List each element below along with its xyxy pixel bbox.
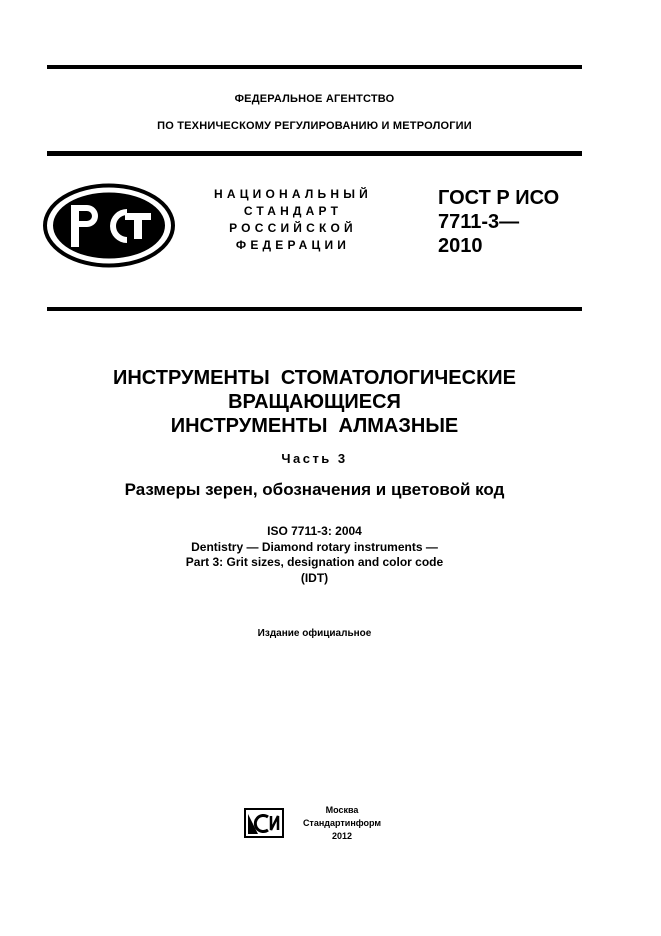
national-standard-label <box>198 186 388 254</box>
title-line-3: ИНСТРУМЕНТЫ АЛМАЗНЫЕ <box>170 415 459 437</box>
publisher-city: Москва <box>325 805 359 815</box>
agency-line-2: ПО ТЕХНИЧЕСКОМУ РЕГУЛИРОВАНИЮ И МЕТРОЛОГИИ <box>157 120 472 132</box>
iso-line-2: Dentistry — Diamond rotary instruments — <box>191 539 438 554</box>
gost-line-2: 7711-3— <box>438 211 520 233</box>
iso-line-1: ISO 7711-3: 2004 <box>267 524 362 538</box>
national-line-4: ФЕДЕРАЦИИ <box>235 238 351 252</box>
document-title <box>47 366 582 438</box>
iso-line-3: Part 3: Grit sizes, designation and color code <box>185 555 444 569</box>
edition-label: Издание официальное <box>257 628 372 639</box>
title-line-1: ИНСТРУМЕНТЫ СТОМАТОЛОГИЧЕСКИЕ <box>112 367 517 389</box>
agency-line-1: ФЕДЕРАЛЬНОЕ АГЕНТСТВО <box>234 93 395 105</box>
iso-line-4: (IDT) <box>300 570 329 585</box>
iso-reference <box>47 524 582 586</box>
national-line-1: НАЦИОНАЛЬНЫЙ <box>213 187 373 201</box>
title-line-2: ВРАЩАЮЩИЕСЯ <box>228 391 401 413</box>
rst-logo-icon <box>43 183 175 268</box>
gost-designation <box>438 186 559 258</box>
standartinform-logo-icon <box>244 808 284 838</box>
part-number: Часть 3 <box>281 451 348 466</box>
gost-line-3: 2010 <box>438 235 483 257</box>
header-rule <box>47 151 582 156</box>
national-line-2: СТАНДАРТ <box>243 204 343 218</box>
publisher-year: 2012 <box>331 831 353 841</box>
document-subtitle: Размеры зерен, обозначения и цветовой код <box>124 480 505 499</box>
top-rule <box>47 65 582 69</box>
publisher-info <box>292 804 392 843</box>
national-line-3: РОССИЙСКОЙ <box>229 221 357 235</box>
publisher-name: Стандартинформ <box>302 818 382 828</box>
standard-rule <box>47 307 582 311</box>
gost-line-1: ГОСТ Р ИСО <box>438 187 560 209</box>
